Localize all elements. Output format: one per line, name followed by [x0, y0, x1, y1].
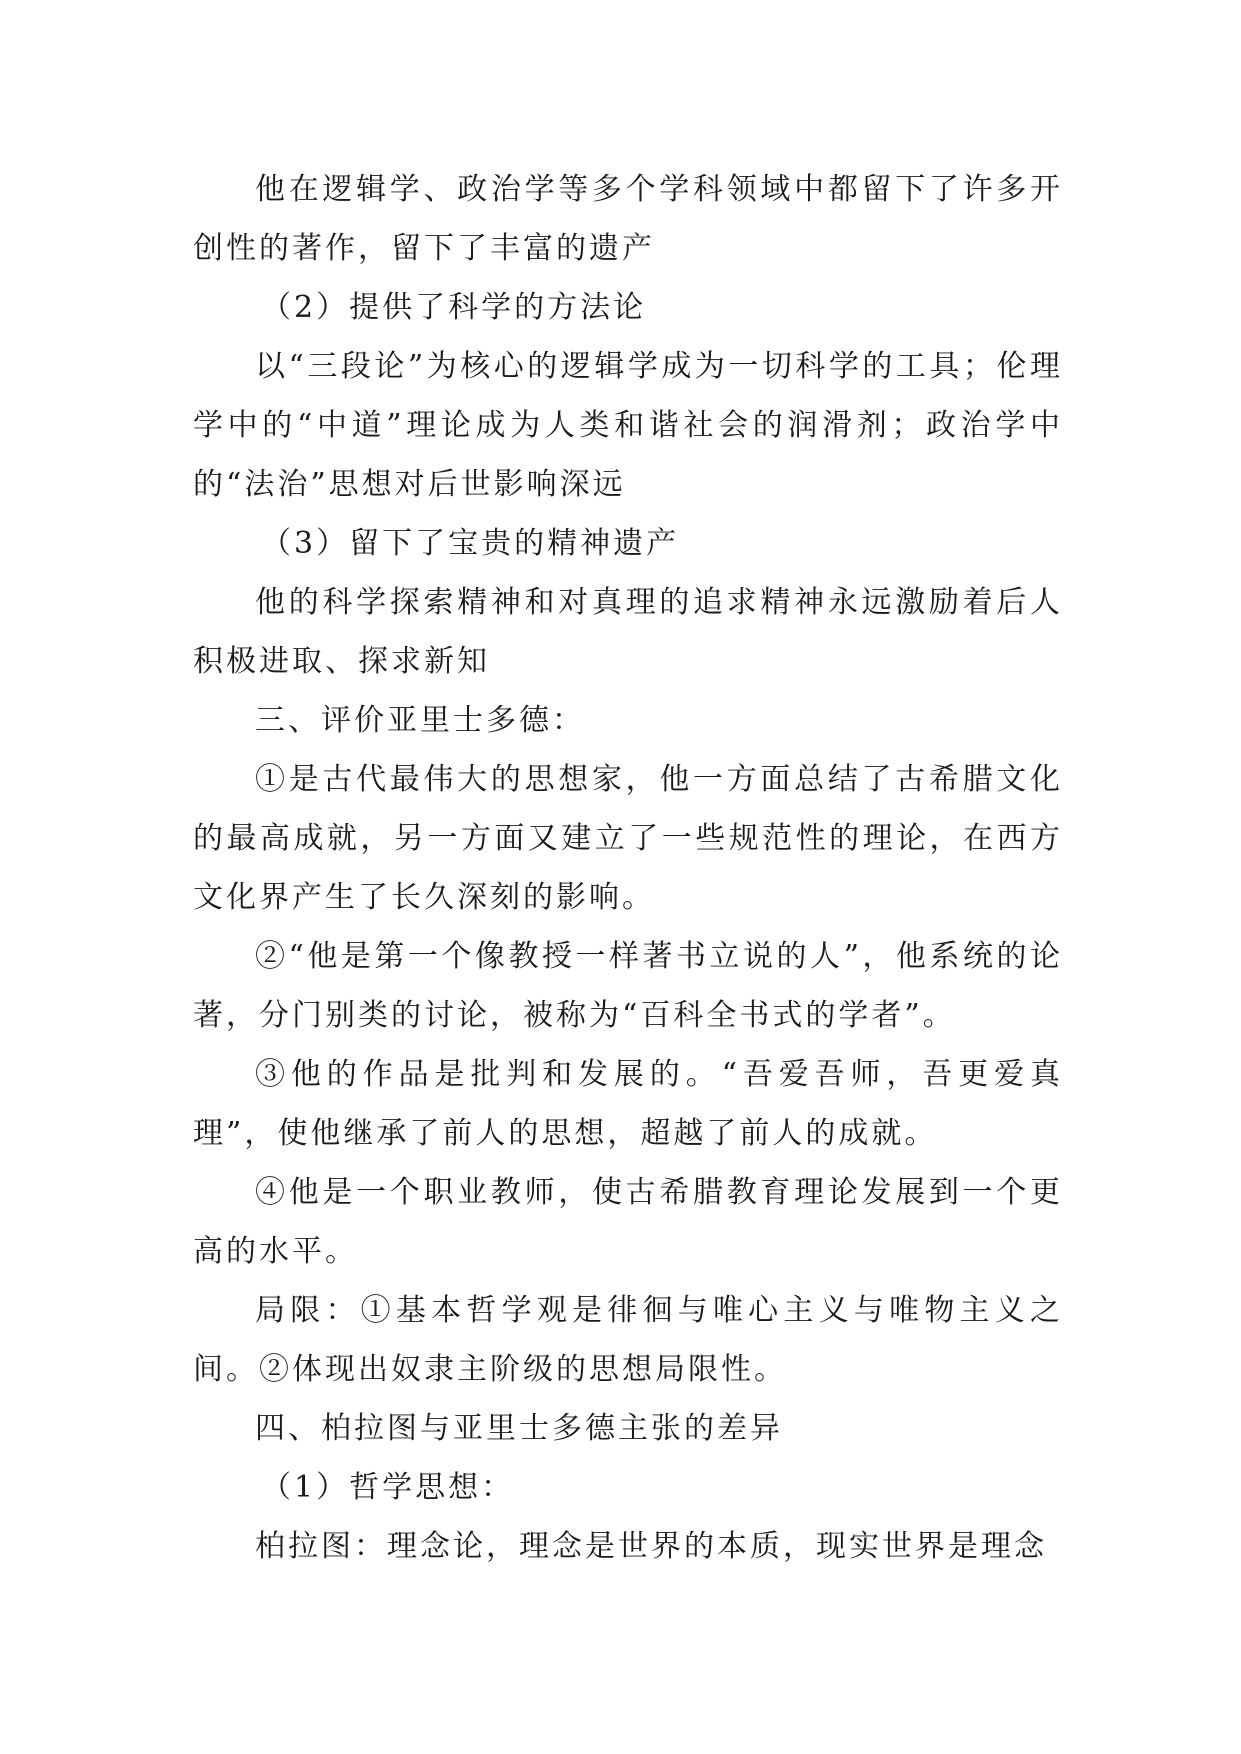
section-heading-differences: 四、柏拉图与亚里士多德主张的差异 — [255, 1411, 783, 1446]
evaluation-item-3: ③他的作品是批判和发展的。“吾爱吾师，吾更爱真理”，使他继承了前人的思想，超越了前人的成就。 — [193, 1057, 1063, 1151]
paragraph-spiritual-legacy: 他的科学探索精神和对真理的追求精神永远激励着后人积极进取、探求新知 — [193, 585, 1063, 679]
evaluation-item-1: ①是古代最伟大的思想家，他一方面总结了古希腊文化的最高成就，另一方面又建立了一些规范性的理论，在西方文化界产生了长久深刻的影响。 — [193, 762, 1063, 915]
section-heading-evaluation: 三、评价亚里士多德： — [255, 703, 585, 738]
subheading-spiritual-legacy: （3）留下了宝贵的精神遗产 — [261, 526, 680, 561]
paragraph-limitations: 局限：①基本哲学观是徘徊与唯心主义与唯物主义之间。②体现出奴隶主阶级的思想局限性。 — [193, 1293, 1063, 1387]
paragraph-plato-theory: 柏拉图：理念论，理念是世界的本质，现实世界是理念 — [255, 1529, 1047, 1564]
evaluation-item-4: ④他是一个职业教师，使古希腊教育理论发展到一个更高的水平。 — [193, 1175, 1063, 1269]
subheading-philosophy: （1）哲学思想： — [261, 1470, 515, 1505]
paragraph-legacy-works: 他在逻辑学、政治学等多个学科领域中都留下了许多开创性的著作，留下了丰富的遗产 — [193, 172, 1063, 266]
paragraph-methodology: 以“三段论”为核心的逻辑学成为一切科学的工具；伦理学中的“中道”理论成为人类和谐社会的润滑剂；政治学中的“法治”思想对后世影响深远 — [193, 349, 1063, 502]
document-body — [193, 160, 1063, 1576]
evaluation-item-2: ②“他是第一个像教授一样著书立说的人”，他系统的论著，分门别类的讨论，被称为“百科全书式的学者”。 — [193, 939, 1063, 1033]
subheading-methodology: （2）提供了科学的方法论 — [261, 290, 647, 325]
